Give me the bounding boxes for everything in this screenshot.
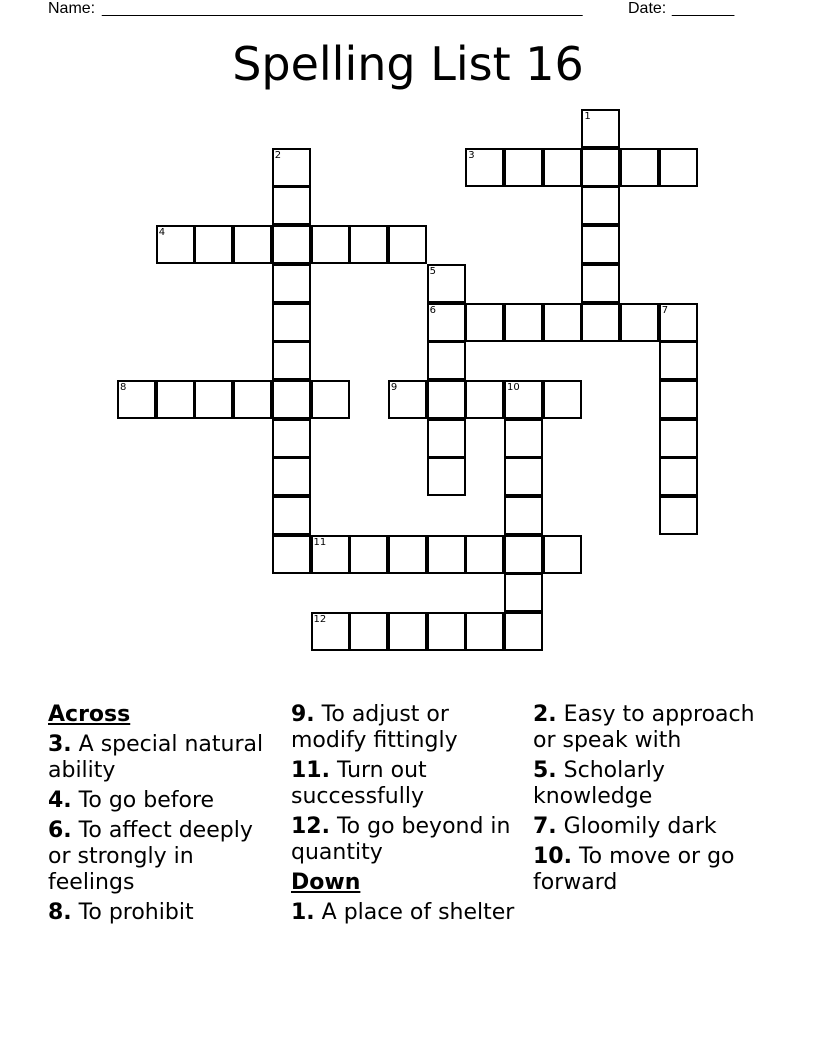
grid-cell[interactable] xyxy=(659,419,698,458)
grid-cell[interactable] xyxy=(620,303,659,342)
clue-across-8 xyxy=(48,900,278,926)
grid-cell[interactable] xyxy=(504,457,543,496)
grid-cell[interactable] xyxy=(581,303,620,342)
grid-cell[interactable] xyxy=(233,225,272,264)
clue-across-6 xyxy=(48,818,278,896)
clue-number: 11. xyxy=(291,758,330,783)
grid-cell[interactable] xyxy=(659,496,698,535)
cell-number: 10 xyxy=(507,381,520,393)
grid-cell[interactable] xyxy=(427,341,466,380)
page-title: Spelling List 16 xyxy=(232,37,584,91)
grid-cell[interactable] xyxy=(504,573,543,612)
grid-cell[interactable] xyxy=(465,380,504,419)
clue-text: To go beyond in quantity xyxy=(291,814,511,865)
grid-cell[interactable] xyxy=(272,496,311,535)
clue-number: 2. xyxy=(533,702,557,727)
clue-down-7 xyxy=(533,814,773,840)
grid-cell[interactable] xyxy=(659,148,698,187)
grid-cell[interactable] xyxy=(349,225,388,264)
clue-number: 5. xyxy=(533,758,557,783)
clue-number: 1. xyxy=(291,900,315,925)
clue-across-12 xyxy=(291,814,521,866)
name-label: Name: xyxy=(48,0,96,17)
grid-cell[interactable] xyxy=(543,303,582,342)
grid-cell[interactable] xyxy=(272,186,311,225)
grid-cell[interactable] xyxy=(311,380,350,419)
clue-number: 3. xyxy=(48,732,72,757)
grid-cell[interactable] xyxy=(272,457,311,496)
down-heading: Down xyxy=(291,870,361,895)
grid-cell[interactable] xyxy=(659,457,698,496)
clue-text: To prohibit xyxy=(78,900,194,925)
clue-number: 6. xyxy=(48,818,72,843)
grid-cell[interactable] xyxy=(543,148,582,187)
grid-cell[interactable] xyxy=(581,225,620,264)
clue-text: To affect deeply or strongly in feelings xyxy=(48,818,253,895)
grid-cell[interactable] xyxy=(504,380,543,419)
grid-cell[interactable] xyxy=(311,535,350,574)
grid-cell[interactable] xyxy=(427,264,466,303)
grid-cell[interactable] xyxy=(659,341,698,380)
clue-across-9 xyxy=(291,702,521,754)
clue-number: 9. xyxy=(291,702,315,727)
grid-cell[interactable] xyxy=(504,303,543,342)
grid-cell[interactable] xyxy=(659,303,698,342)
grid-cell[interactable] xyxy=(543,380,582,419)
grid-cell[interactable] xyxy=(156,225,195,264)
grid-cell[interactable] xyxy=(465,303,504,342)
grid-cell[interactable] xyxy=(465,535,504,574)
grid-cell[interactable] xyxy=(272,535,311,574)
grid-cell[interactable] xyxy=(620,148,659,187)
grid-cell[interactable] xyxy=(427,457,466,496)
clues-column-3 xyxy=(533,702,773,900)
name-field[interactable]: ______________________________________________________ xyxy=(102,0,583,17)
grid-cell[interactable] xyxy=(194,225,233,264)
grid-cell[interactable] xyxy=(543,535,582,574)
clues-column-2 xyxy=(291,702,521,930)
cell-number: 1 xyxy=(584,111,591,122)
grid-cell[interactable] xyxy=(388,612,427,651)
date-label: Date: xyxy=(628,0,667,17)
grid-cell[interactable] xyxy=(311,225,350,264)
clue-number: 4. xyxy=(48,788,72,813)
grid-cell[interactable] xyxy=(504,535,543,574)
grid-cell[interactable] xyxy=(156,380,195,419)
clue-text: Scholarly knowledge xyxy=(533,758,665,809)
grid-cell[interactable] xyxy=(427,419,466,458)
grid-cell[interactable] xyxy=(272,341,311,380)
grid-cell[interactable] xyxy=(272,264,311,303)
cell-number: 4 xyxy=(158,227,166,239)
grid-cell[interactable] xyxy=(272,225,311,264)
grid-cell[interactable] xyxy=(272,148,311,187)
grid-cell[interactable] xyxy=(465,612,504,651)
clue-down-2 xyxy=(533,702,773,754)
clue-text: To adjust or modify fittingly xyxy=(291,702,458,753)
cell-number: 12 xyxy=(313,614,327,626)
clue-number: 7. xyxy=(533,814,557,839)
grid-cell[interactable] xyxy=(504,148,543,187)
clue-down-10 xyxy=(533,844,773,896)
clue-number: 12. xyxy=(291,814,330,839)
cell-number: 8 xyxy=(120,381,127,393)
clue-text: A special natural ability xyxy=(48,732,264,783)
grid-cell[interactable] xyxy=(349,612,388,651)
clue-text: To go before xyxy=(78,788,215,813)
clue-text: Easy to approach or speak with xyxy=(533,702,755,753)
grid-cell[interactable] xyxy=(581,186,620,225)
clue-across-11 xyxy=(291,758,521,810)
grid-cell[interactable] xyxy=(504,612,543,651)
grid-cell[interactable] xyxy=(272,419,311,458)
clue-text: Gloomily dark xyxy=(563,814,717,839)
clue-down-1 xyxy=(291,900,521,926)
grid-cell[interactable] xyxy=(504,496,543,535)
clue-down-5 xyxy=(533,758,773,810)
date-field[interactable]: _______ xyxy=(672,0,735,17)
clue-number: 10. xyxy=(533,844,572,869)
clue-across-4 xyxy=(48,788,278,814)
cell-number: 2 xyxy=(274,149,282,161)
cell-number: 11 xyxy=(313,536,327,548)
cell-number: 9 xyxy=(390,381,398,393)
grid-cell[interactable] xyxy=(581,109,620,148)
grid-cell[interactable] xyxy=(504,419,543,458)
clue-text: To move or go forward xyxy=(533,844,735,895)
grid-cell[interactable] xyxy=(388,380,427,419)
grid-cell[interactable] xyxy=(233,380,272,419)
grid-cell[interactable] xyxy=(272,303,311,342)
grid-cell[interactable] xyxy=(117,380,156,419)
grid-cell[interactable] xyxy=(581,264,620,303)
grid-cell[interactable] xyxy=(388,535,427,574)
grid-cell[interactable] xyxy=(427,303,466,342)
clue-text: A place of shelter xyxy=(321,900,515,925)
clue-text: Turn out successfully xyxy=(291,758,427,809)
grid-cell[interactable] xyxy=(388,225,427,264)
grid-cell[interactable] xyxy=(427,612,466,651)
across-heading: Across xyxy=(48,702,131,727)
grid-cell[interactable] xyxy=(311,612,350,651)
clue-number: 8. xyxy=(48,900,72,925)
grid-cell[interactable] xyxy=(465,148,504,187)
grid-cell[interactable] xyxy=(272,380,311,419)
clues-column-1 xyxy=(48,702,278,930)
grid-cell[interactable] xyxy=(659,380,698,419)
cell-number: 7 xyxy=(661,304,669,316)
clue-across-3 xyxy=(48,732,278,784)
cell-number: 3 xyxy=(468,149,475,161)
grid-cell[interactable] xyxy=(581,148,620,187)
grid-cell[interactable] xyxy=(194,380,233,419)
cell-number: 5 xyxy=(429,265,436,277)
grid-cell[interactable] xyxy=(427,535,466,574)
grid-cell[interactable] xyxy=(349,535,388,574)
grid-cell[interactable] xyxy=(427,380,466,419)
cell-number: 6 xyxy=(429,304,436,316)
